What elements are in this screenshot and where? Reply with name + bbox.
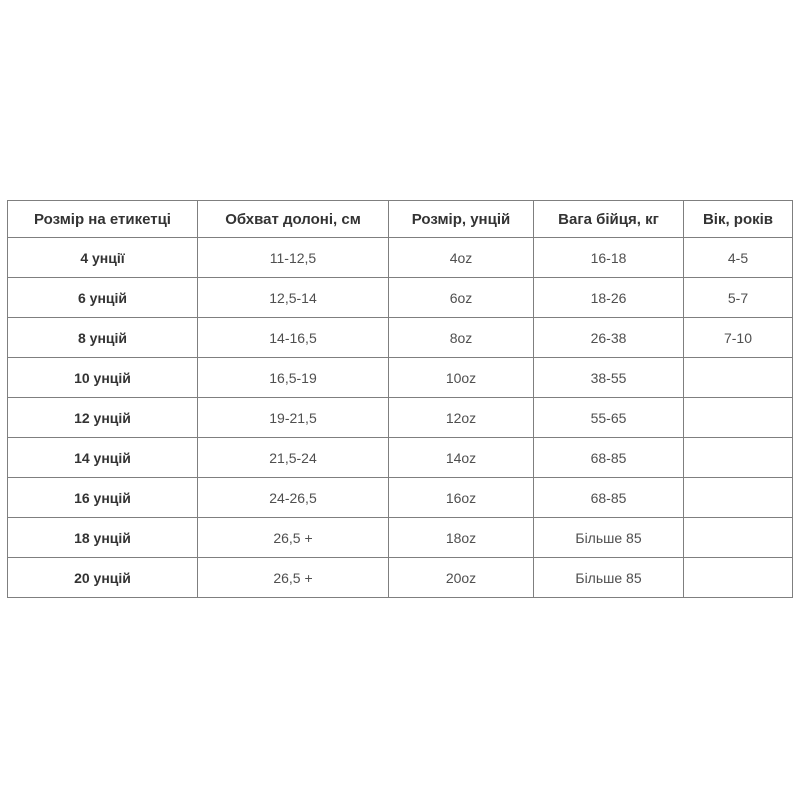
table-cell: 12,5-14 xyxy=(198,278,389,318)
table-cell: 7-10 xyxy=(684,318,793,358)
table-header xyxy=(8,201,793,238)
size-label-cell: 8 унцій xyxy=(8,318,198,358)
glove-sizing-table-container xyxy=(7,200,793,598)
table-body xyxy=(8,238,793,598)
table-cell xyxy=(684,438,793,478)
header-fighter-weight: Вага бійця, кг xyxy=(534,201,684,238)
table-cell: 16,5-19 xyxy=(198,358,389,398)
table-cell: 4-5 xyxy=(684,238,793,278)
table-row xyxy=(8,518,793,558)
table-cell: 18oz xyxy=(389,518,534,558)
table-cell: 16-18 xyxy=(534,238,684,278)
table-cell xyxy=(684,518,793,558)
table-cell: 5-7 xyxy=(684,278,793,318)
glove-sizing-table xyxy=(7,200,793,598)
size-label-cell: 16 унцій xyxy=(8,478,198,518)
table-cell: Більше 85 xyxy=(534,558,684,598)
header-age-years: Вік, років xyxy=(684,201,793,238)
header-size-label: Розмір на етикетці xyxy=(8,201,198,238)
table-cell xyxy=(684,478,793,518)
table-cell: 14-16,5 xyxy=(198,318,389,358)
size-label-cell: 12 унцій xyxy=(8,398,198,438)
table-cell: Більше 85 xyxy=(534,518,684,558)
table-cell: 14oz xyxy=(389,438,534,478)
table-cell xyxy=(684,358,793,398)
header-row xyxy=(8,201,793,238)
table-cell: 4oz xyxy=(389,238,534,278)
table-cell: 24-26,5 xyxy=(198,478,389,518)
table-cell: 21,5-24 xyxy=(198,438,389,478)
table-row xyxy=(8,438,793,478)
table-cell xyxy=(684,558,793,598)
table-cell: 26,5 + xyxy=(198,558,389,598)
table-cell xyxy=(684,398,793,438)
table-cell: 8oz xyxy=(389,318,534,358)
table-cell: 11-12,5 xyxy=(198,238,389,278)
table-row xyxy=(8,398,793,438)
size-label-cell: 6 унцій xyxy=(8,278,198,318)
table-cell: 12oz xyxy=(389,398,534,438)
table-cell: 26,5 + xyxy=(198,518,389,558)
table-cell: 16oz xyxy=(389,478,534,518)
table-row xyxy=(8,558,793,598)
table-row xyxy=(8,478,793,518)
table-cell: 20oz xyxy=(389,558,534,598)
table-cell: 68-85 xyxy=(534,478,684,518)
size-label-cell: 10 унцій xyxy=(8,358,198,398)
table-cell: 18-26 xyxy=(534,278,684,318)
table-row xyxy=(8,318,793,358)
header-size-oz: Розмір, унцій xyxy=(389,201,534,238)
table-cell: 6oz xyxy=(389,278,534,318)
size-label-cell: 18 унцій xyxy=(8,518,198,558)
table-cell: 38-55 xyxy=(534,358,684,398)
table-cell: 55-65 xyxy=(534,398,684,438)
size-label-cell: 4 унції xyxy=(8,238,198,278)
table-cell: 10oz xyxy=(389,358,534,398)
table-cell: 68-85 xyxy=(534,438,684,478)
table-cell: 19-21,5 xyxy=(198,398,389,438)
table-row xyxy=(8,278,793,318)
header-palm-circumference: Обхват долоні, см xyxy=(198,201,389,238)
size-label-cell: 14 унцій xyxy=(8,438,198,478)
table-row xyxy=(8,238,793,278)
size-label-cell: 20 унцій xyxy=(8,558,198,598)
table-cell: 26-38 xyxy=(534,318,684,358)
table-row xyxy=(8,358,793,398)
